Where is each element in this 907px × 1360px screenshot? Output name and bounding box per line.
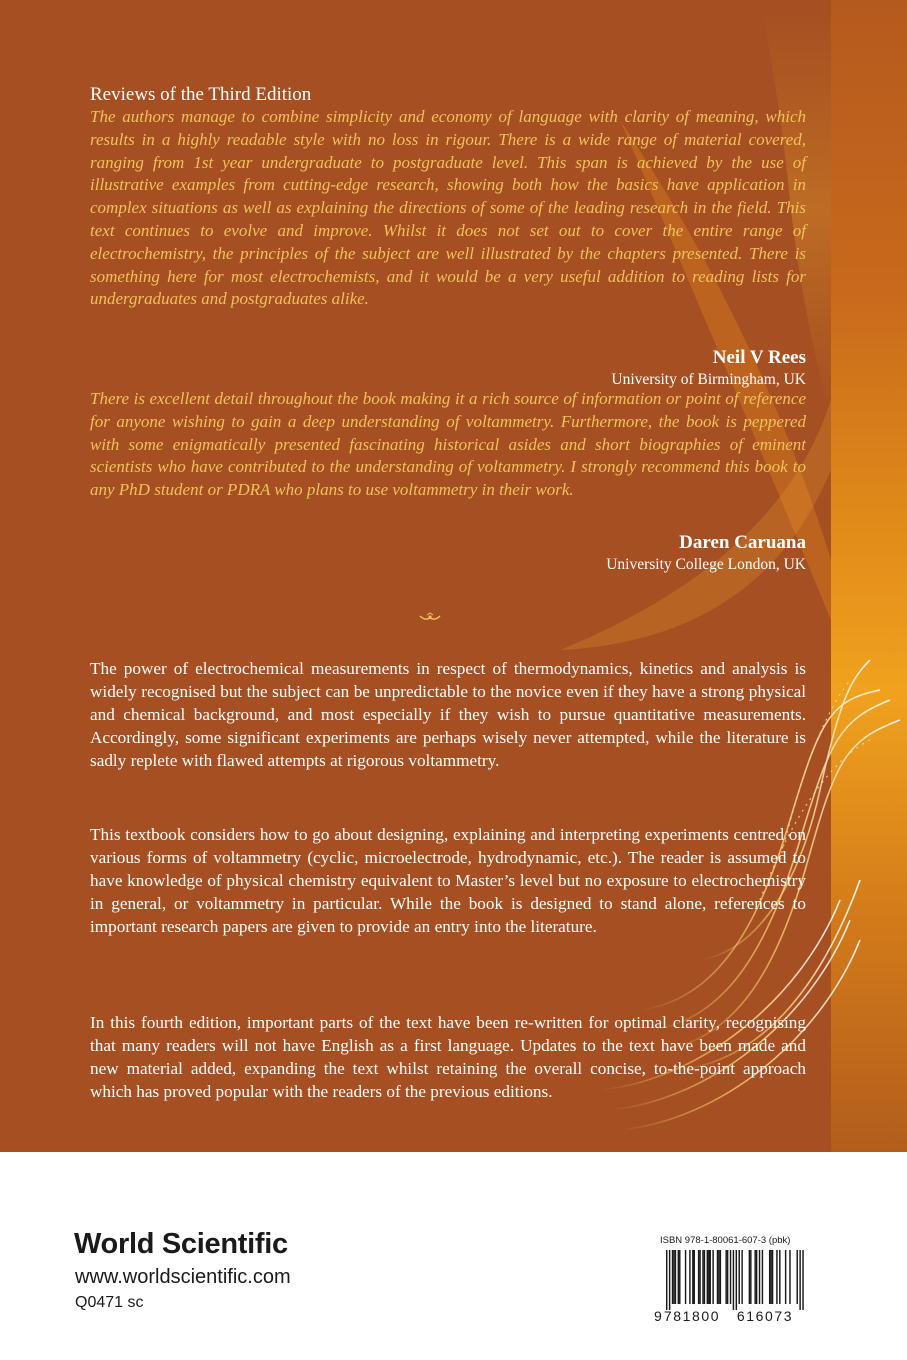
barcode-bar [699,1250,700,1304]
barcode-bars [666,1250,804,1310]
publisher-url: www.worldscientific.com [75,1266,291,1288]
barcode-bar [679,1250,680,1304]
barcode-bar [692,1250,693,1304]
review-quote-2: There is excellent detail throughout the book making it a rich source of information or point of reference for anyone wishing to gain a deep understanding of voltammetry. Furthermore, the book is peppered with some enigmatically presented fascinating historical asides and short biographies of eminent scientists who have contributed to the understanding of voltammetry. I strongly recommend this book to any PhD student or PDRA who plans to use voltammetry in their work. [90,389,806,500]
barcode-bar [666,1250,667,1310]
barcode-bar [759,1250,760,1304]
barcode-bar [797,1250,798,1304]
barcode-bar [733,1250,734,1310]
barcode-bar [702,1250,703,1304]
barcode-bar [799,1250,800,1310]
barcode-bar [741,1250,742,1304]
barcode-bar [749,1250,750,1304]
reviewer-name: Neil V Rees [712,347,806,368]
barcode-bar [789,1250,790,1304]
barcode-bar [802,1250,803,1310]
description-paragraph-3: In this fourth edition, important parts of the text have been re-written for optimal clarity, recognising that many readers will not have English as a first language. Updates to the text have been made and new material added, expanding the text whilst retaining the overall concise, to-the-point approach which has proved popular with the readers of the previous editions. [90,1013,806,1101]
barcode-bar [675,1250,676,1304]
barcode-bar [685,1250,686,1304]
reviewer-name: Daren Caruana [679,532,806,553]
product-code: Q0471 sc [75,1294,144,1311]
description-paragraph-1: The power of electrochemical measurements in respect of thermodynamics, kinetics and analysis is widely recognised but the subject can be unpredictable to the novice even if they have a strong physical and chemical background, and most especially if they wish to pursue quantitative measurements. Accordingly, some significant experiments are perhaps wisely never attempted, while the literature is sadly replete with flawed attempts at rigorous voltammetry. [90,659,806,770]
barcode [652,1248,812,1324]
barcode-right-digits: 616073 [736,1308,794,1324]
barcode-bar [720,1250,721,1304]
barcode-bar [769,1250,770,1304]
reviewer-1 [611,347,806,391]
reviewer-affiliation: University of Birmingham, UK [611,371,806,388]
barcode-bar [739,1250,740,1304]
description-paragraph-2: This textbook considers how to go about designing, explaining and interpreting experiments centred on various forms of voltammetry (cyclic, microelectrode, hydrodynamic, etc.). The reader is assumed to have knowledge of physical chemistry equivalent to Master’s level but no exposure to electrochemistry in general, or voltammetry in particular. While the book is designed to stand alone, references to important research papers are given to provide an entry into the literature. [90,825,806,936]
ornament-icon [418,612,442,624]
barcode-bar [718,1250,719,1304]
barcode-bar [785,1250,786,1304]
barcode-bar [694,1250,695,1304]
barcode-bar [704,1250,705,1304]
barcode-bar [776,1250,777,1304]
barcode-bar [672,1250,673,1304]
barcode-bar [772,1250,773,1304]
barcode-bar [712,1250,713,1304]
publisher-logo: World Scientific [74,1228,288,1260]
barcode-bar [698,1250,699,1304]
barcode-bar [689,1250,690,1304]
barcode-bar [727,1250,728,1304]
barcode-bar [725,1250,726,1304]
reviewer-2 [606,532,806,576]
reviewer-affiliation: University College London, UK [606,556,806,573]
barcode-bar [762,1250,763,1304]
barcode-bar [756,1250,757,1304]
reviews-heading: Reviews of the Third Edition [90,84,312,105]
barcode-left-digits: 781800 [663,1308,721,1324]
barcode-bar [736,1250,737,1310]
barcode-bar [678,1250,679,1304]
barcode-bar [707,1250,708,1304]
isbn-label: ISBN 978-1-80061-607-3 (pbk) [660,1235,791,1246]
barcode-bar [673,1250,674,1304]
barcode-bar [710,1250,711,1304]
barcode-first-digit: 9 [654,1308,662,1324]
barcode-bar [754,1250,755,1304]
barcode-bar [779,1250,780,1304]
barcode-bar [708,1250,709,1304]
barcode-bar [669,1250,670,1310]
barcode-bar [770,1250,771,1304]
review-quote-1: The authors manage to combine simplicity and economy of language with clarity of meaning, which results in a highly readable style with no loss in rigour. There is a wide range of material covered, ranging from 1st year undergraduate to postgraduate level. This span is achieved by the use of illustrative examples from cutting-edge research, showing both how the basics have application in complex situations as well as explaining the directions of some of the leading research in the field. This text continues to evolve and improve. Whilst it does not set out to cover the entire range of electrochemistry, the principles of the subject are well illustrated by the chapters presented. There is something here for most electrochemists, and it would be a very useful addition to reading lists for undergraduates and postgraduates alike. [90,107,806,309]
barcode-bar [730,1250,731,1304]
barcode-bar [750,1250,751,1304]
barcode-bar [717,1250,718,1304]
